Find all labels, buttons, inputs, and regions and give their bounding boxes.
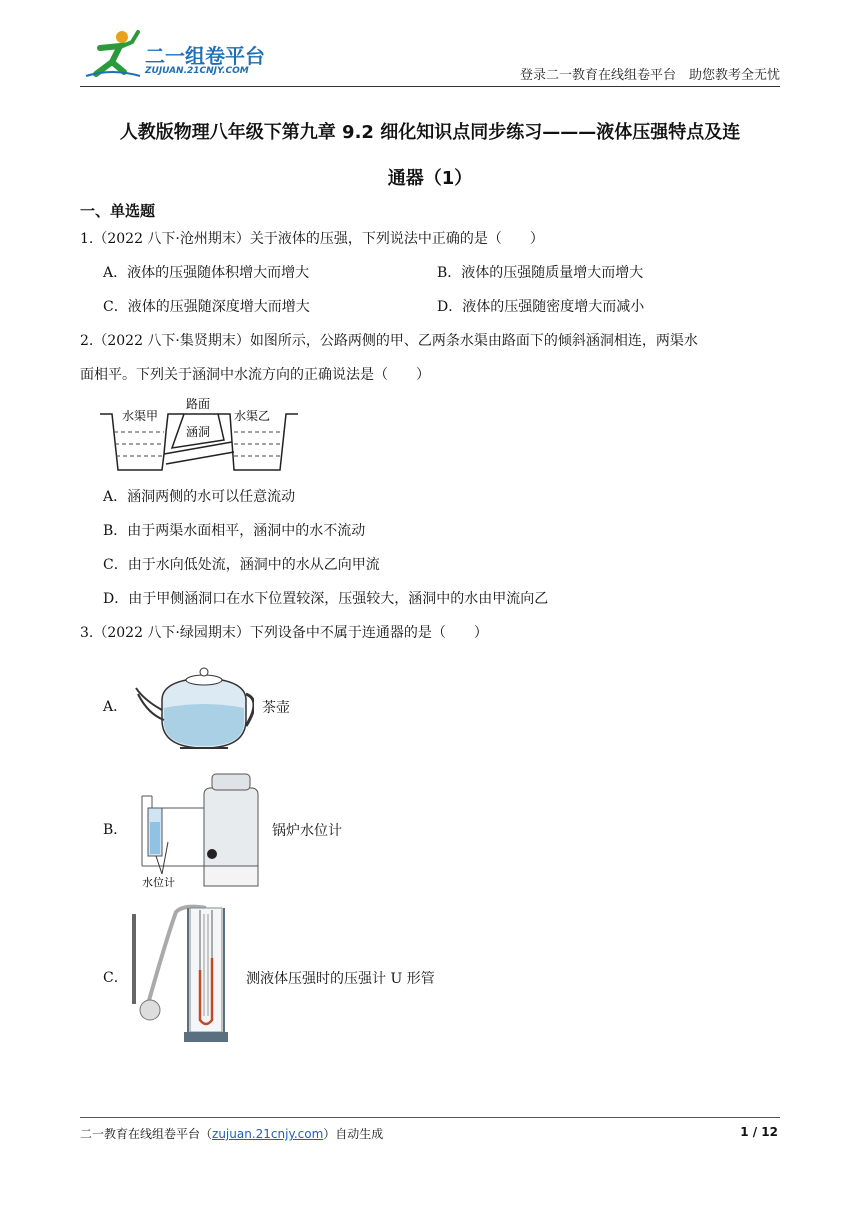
boiler-icon xyxy=(132,770,262,892)
logo-subtext: ZUJUAN.21CNJY.COM xyxy=(145,66,249,76)
option-b-letter[interactable]: B． xyxy=(103,822,128,838)
option-c[interactable]: C．由于水向低处流，涵洞中的水从乙向甲流 xyxy=(103,557,380,573)
option-a-letter[interactable]: A． xyxy=(103,699,128,715)
footer-divider xyxy=(80,1117,780,1118)
option-a[interactable]: A．涵洞两侧的水可以任意流动 xyxy=(103,489,296,505)
option-d[interactable]: D．由于甲侧涵洞口在水下位置较深，压强较大，涵洞中的水由甲流向乙 xyxy=(103,591,549,607)
label-road: 路面 xyxy=(186,397,211,411)
footer-suffix: ）自动生成 xyxy=(323,1127,384,1141)
section-heading: 一、单选题 xyxy=(80,202,156,220)
option-a[interactable]: A．液体的压强随体积增大而增大 xyxy=(103,265,310,281)
u-tube-manometer-icon xyxy=(126,900,236,1050)
option-c-caption: 测液体压强时的压强计 U 形管 xyxy=(246,971,435,987)
question-stem: 3.（2022 八下·绿园期末）下列设备中不属于连通器的是（ ） xyxy=(80,625,488,641)
header-tagline: 登录二一教育在线组卷平台 助您教考全无忧 xyxy=(519,68,780,83)
culvert-diagram xyxy=(100,392,300,480)
footer-prefix: 二一教育在线组卷平台（ xyxy=(80,1127,213,1141)
option-c-letter[interactable]: C． xyxy=(103,970,128,986)
document-title xyxy=(80,110,780,202)
label-channel-a: 水渠甲 xyxy=(122,409,159,423)
question-stem: 1.（2022 八下·沧州期末）关于液体的压强，下列说法中正确的是（ ） xyxy=(80,231,544,247)
option-a-caption: 茶壶 xyxy=(262,700,290,716)
option-b[interactable]: B．液体的压强随质量增大而增大 xyxy=(437,265,644,281)
question-2 xyxy=(80,326,780,390)
option-b-caption: 锅炉水位计 xyxy=(272,823,342,839)
option-b[interactable]: B．由于两渠水面相平，涵洞中的水不流动 xyxy=(103,523,366,539)
logo-text: 二一组卷平台 xyxy=(145,44,265,68)
option-c[interactable]: C．液体的压强随深度增大而增大 xyxy=(103,299,310,315)
title-line-2: 通器（1） xyxy=(387,168,473,189)
label-culvert: 涵洞 xyxy=(186,425,211,439)
logo-runner-icon xyxy=(82,28,142,80)
footer-source xyxy=(80,1125,383,1142)
question-stem-line-1: 2.（2022 八下·集贤期末）如图所示，公路两侧的甲、乙两条水渠由路面下的倾斜涵洞相连，两渠水 xyxy=(80,333,698,349)
teapot-icon xyxy=(134,660,254,755)
question-stem-line-2: 面相平。下列关于涵洞中水流方向的正确说法是（ ） xyxy=(80,367,430,383)
figure-label-level-gauge: 水位计 xyxy=(142,876,175,889)
header-divider xyxy=(80,86,780,87)
label-channel-b: 水渠乙 xyxy=(234,409,271,423)
page-number: 1 / 12 xyxy=(740,1125,778,1139)
question-1 xyxy=(80,224,780,254)
title-line-1: 人教版物理八年级下第九章 9.2 细化知识点同步练习———液体压强特点及连 xyxy=(119,122,741,143)
option-d[interactable]: D．液体的压强随密度增大而减小 xyxy=(437,299,645,315)
footer-link[interactable]: zujuan.21cnjy.com xyxy=(212,1127,324,1141)
question-3 xyxy=(80,618,780,648)
